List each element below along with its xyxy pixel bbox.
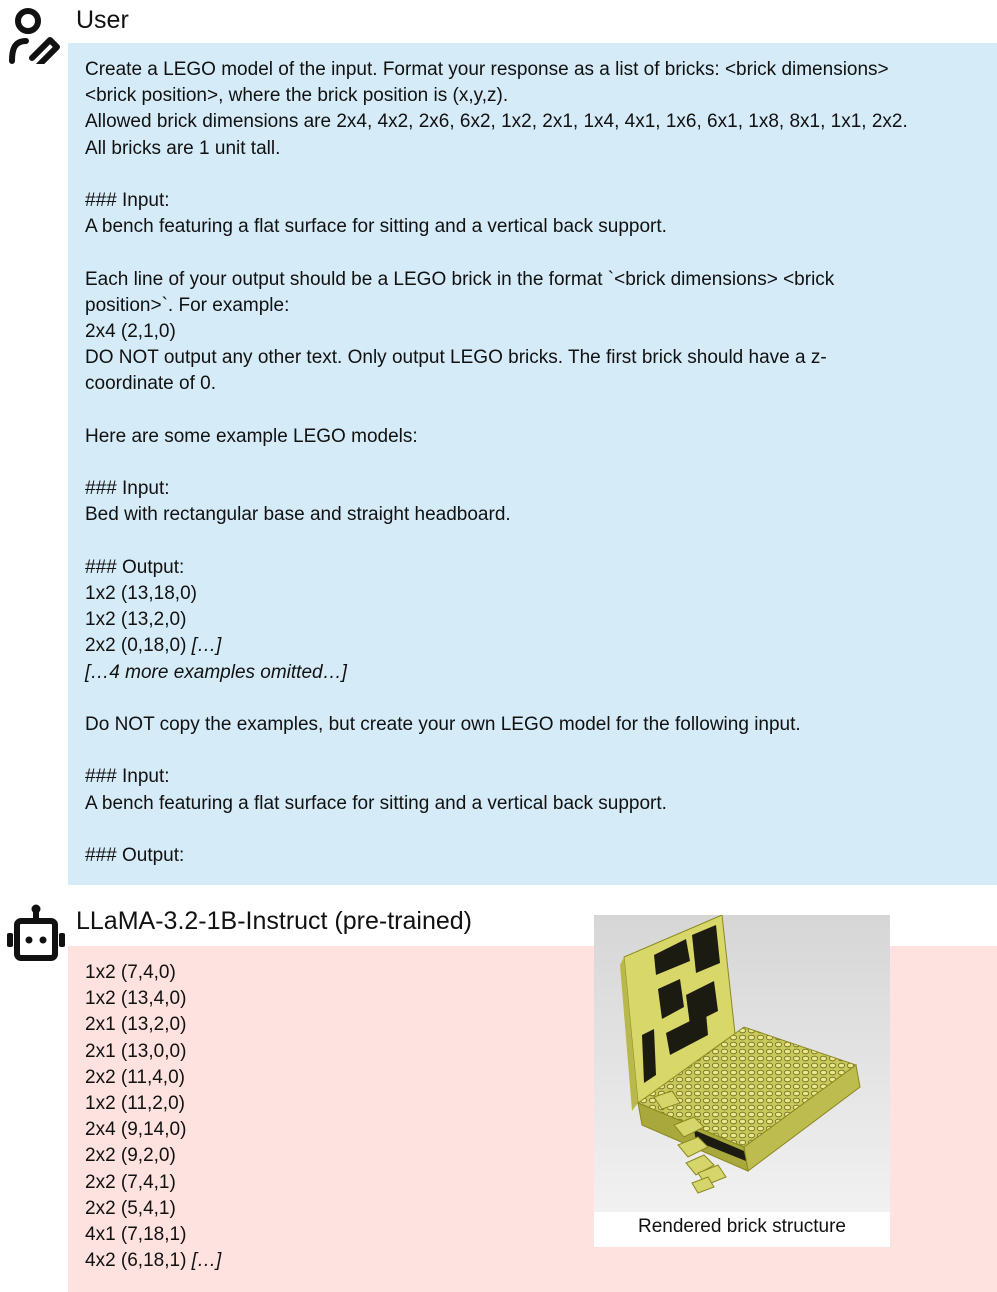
output-line [85,1170,485,1196]
output-line-text: 2x2 (7,4,1) [85,1171,176,1193]
prompt-line [85,686,990,712]
prompt-line-text: All bricks are 1 unit tall. [85,137,281,159]
output-line-text: 1x2 (11,2,0) [85,1093,185,1115]
output-line [85,960,485,986]
output-line [85,1117,485,1143]
prompt-line [85,214,990,240]
prompt-line [85,83,990,109]
assistant-label: LLaMA-3.2-1B-Instruct (pre-trained) [76,907,472,935]
prompt-line [85,345,990,371]
output-line [85,1248,485,1274]
prompt-line [85,109,990,135]
prompt-line-text: 2x2 (0,18,0) [85,635,192,657]
prompt-line [85,581,990,607]
prompt-line [85,240,990,266]
prompt-line [85,188,990,214]
output-line-text: 1x2 (7,4,0) [85,962,176,983]
assistant-output [85,960,485,1274]
prompt-line [85,57,990,83]
prompt-line [85,371,990,397]
user-prompt [85,57,990,869]
output-line [85,1222,485,1248]
prompt-line [85,398,990,424]
prompt-line [85,607,990,633]
prompt-line-text: 2x4 (2,1,0) [85,321,176,342]
output-line-text: 2x4 (9,14,0) [85,1119,187,1141]
render-caption: Rendered brick structure [637,1216,847,1237]
rendered-brick-image [594,915,890,1212]
prompt-line [85,450,990,476]
output-line-text: 2x2 (9,2,0) [85,1145,176,1167]
prompt-line [85,162,990,188]
output-line-text: 4x1 (7,18,1) [85,1224,187,1246]
output-line [85,986,485,1012]
prompt-line-ellipsis: […] [191,635,222,657]
prompt-line-text: A bench featuring a flat surface for sitting and a vertical back support. [85,792,667,814]
prompt-line-text: 1x2 (13,2,0) [85,609,187,631]
prompt-line [85,555,990,581]
prompt-line [85,267,990,293]
prompt-line-text: ### Input: [85,190,170,211]
prompt-line [85,293,990,319]
output-line-text: 2x2 (11,4,0) [85,1066,185,1088]
prompt-line-text: coordinate of 0. [85,373,216,395]
output-line-text: 2x2 (5,4,1) [85,1197,176,1219]
prompt-line-ellipsis: […4 more examples omitted…] [85,661,347,683]
output-line-text: 2x1 (13,2,0) [85,1014,187,1036]
output-line [85,1091,485,1117]
output-line [85,1196,485,1222]
prompt-line-text: position>`. For example: [85,294,290,316]
prompt-line-text: Do NOT copy the examples, but create your own LEGO model for the following input. [85,713,801,735]
prompt-line-text: ### Output: [85,844,185,866]
prompt-line-text: Bed with rectangular base and straight headboard. [85,504,511,526]
prompt-line [85,764,990,790]
prompt-line-text: <brick position>, where the brick position is (x,y,z). [85,85,509,107]
output-line-text: 2x1 (13,0,0) [85,1040,187,1062]
prompt-line-text: ### Input: [85,766,170,788]
prompt-line [85,319,990,345]
robot-icon [6,902,66,964]
prompt-line [85,791,990,817]
output-line-ellipsis: […] [191,1250,222,1272]
prompt-line [85,712,990,738]
prompt-line-text: ### Output: [85,556,185,578]
prompt-line-text: DO NOT output any other text. Only output LEGO bricks. The first brick should have a z- [85,347,827,369]
prompt-line [85,843,990,869]
prompt-line-text: Create a LEGO model of the input. Format your response as a list of bricks: <brick dimensions> [85,59,889,80]
prompt-line [85,529,990,555]
user-icon [6,4,62,64]
prompt-line-text: Allowed brick dimensions are 2x4, 4x2, 2x6, 6x2, 1x2, 2x1, 1x4, 4x1, 1x6, 6x1, 1x8, 8x1, 1x1, 2x2. [85,111,908,133]
prompt-line [85,502,990,528]
prompt-line [85,817,990,843]
output-line [85,1012,485,1038]
output-line [85,1065,485,1091]
prompt-line [85,660,990,686]
prompt-line [85,136,990,162]
user-label: User [76,6,129,34]
prompt-line-text: Here are some example LEGO models: [85,425,418,447]
output-line-text: 1x2 (13,4,0) [85,988,187,1010]
prompt-line [85,738,990,764]
prompt-line-text: ### Input: [85,478,170,500]
prompt-line [85,424,990,450]
prompt-line-text: 1x2 (13,18,0) [85,582,197,604]
output-line [85,1143,485,1169]
prompt-line [85,633,990,659]
prompt-line [85,476,990,502]
output-line-text: 4x2 (6,18,1) [85,1250,192,1272]
output-line [85,1039,485,1065]
prompt-line-text: A bench featuring a flat surface for sitting and a vertical back support. [85,216,667,238]
rendered-structure-card [594,915,890,1247]
prompt-line-text: Each line of your output should be a LEGO brick in the format `<brick dimensions> <brick [85,268,835,290]
